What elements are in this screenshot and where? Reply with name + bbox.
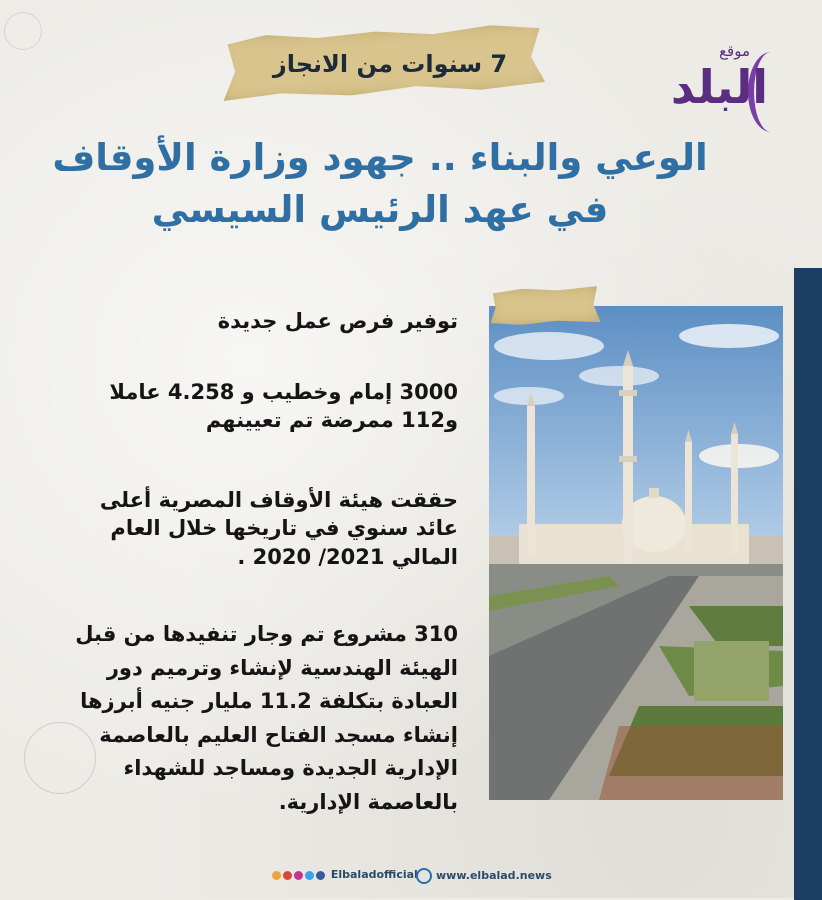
twitter-icon <box>305 871 314 880</box>
footer-social[interactable] <box>272 868 418 890</box>
section-hiring: 3000 إمام وخطيب و 4.258 عاملا و112 ممرضة تم تعيينهم <box>109 380 458 433</box>
logo-name: البلد <box>670 60 768 114</box>
facebook-icon <box>316 871 325 880</box>
badge-label: 7 سنوات من الانجاز <box>272 50 508 78</box>
tape-decoration-small <box>489 286 600 326</box>
youtube-icon <box>283 871 292 880</box>
social-handle: Elbaladofficial <box>330 868 418 881</box>
instagram-icon <box>294 871 303 880</box>
section-revenue: حققت هيئة الأوقاف المصرية أعلى عائد سنوي في تاريخها خلال العام المالي 2021/ 2020 . <box>99 488 458 569</box>
website-url: www.elbalad.news <box>436 869 552 882</box>
footer-website[interactable] <box>416 868 552 890</box>
social-icons <box>272 869 327 882</box>
compass-decoration-top <box>4 12 42 50</box>
page-title-line-1: الوعي والبناء .. جهود وزارة الأوقاف <box>52 136 708 179</box>
section-projects: 310 مشروع تم وجار تنفيدها من قبل الهيئة الهندسية لإنشاء وترميم دور العبادة بتكلفة 11.2 مليار جنيه أبرزها إنشاء مسجد الفتاح العليم بالعاصمة الإدارية الجديدة ومساجد للشهداء بالعاصمة الإدارية. <box>75 622 458 814</box>
side-strip <box>794 268 822 900</box>
snapchat-icon <box>272 871 281 880</box>
globe-icon <box>416 868 432 884</box>
page-title-line-2: في عهد الرئيس السيسي <box>151 188 609 231</box>
section-jobs: توفير فرص عمل جديدة <box>217 309 458 333</box>
brand-logo[interactable] <box>640 38 790 134</box>
mosque-photo <box>489 306 783 800</box>
logo-prefix: موقع <box>719 42 750 60</box>
